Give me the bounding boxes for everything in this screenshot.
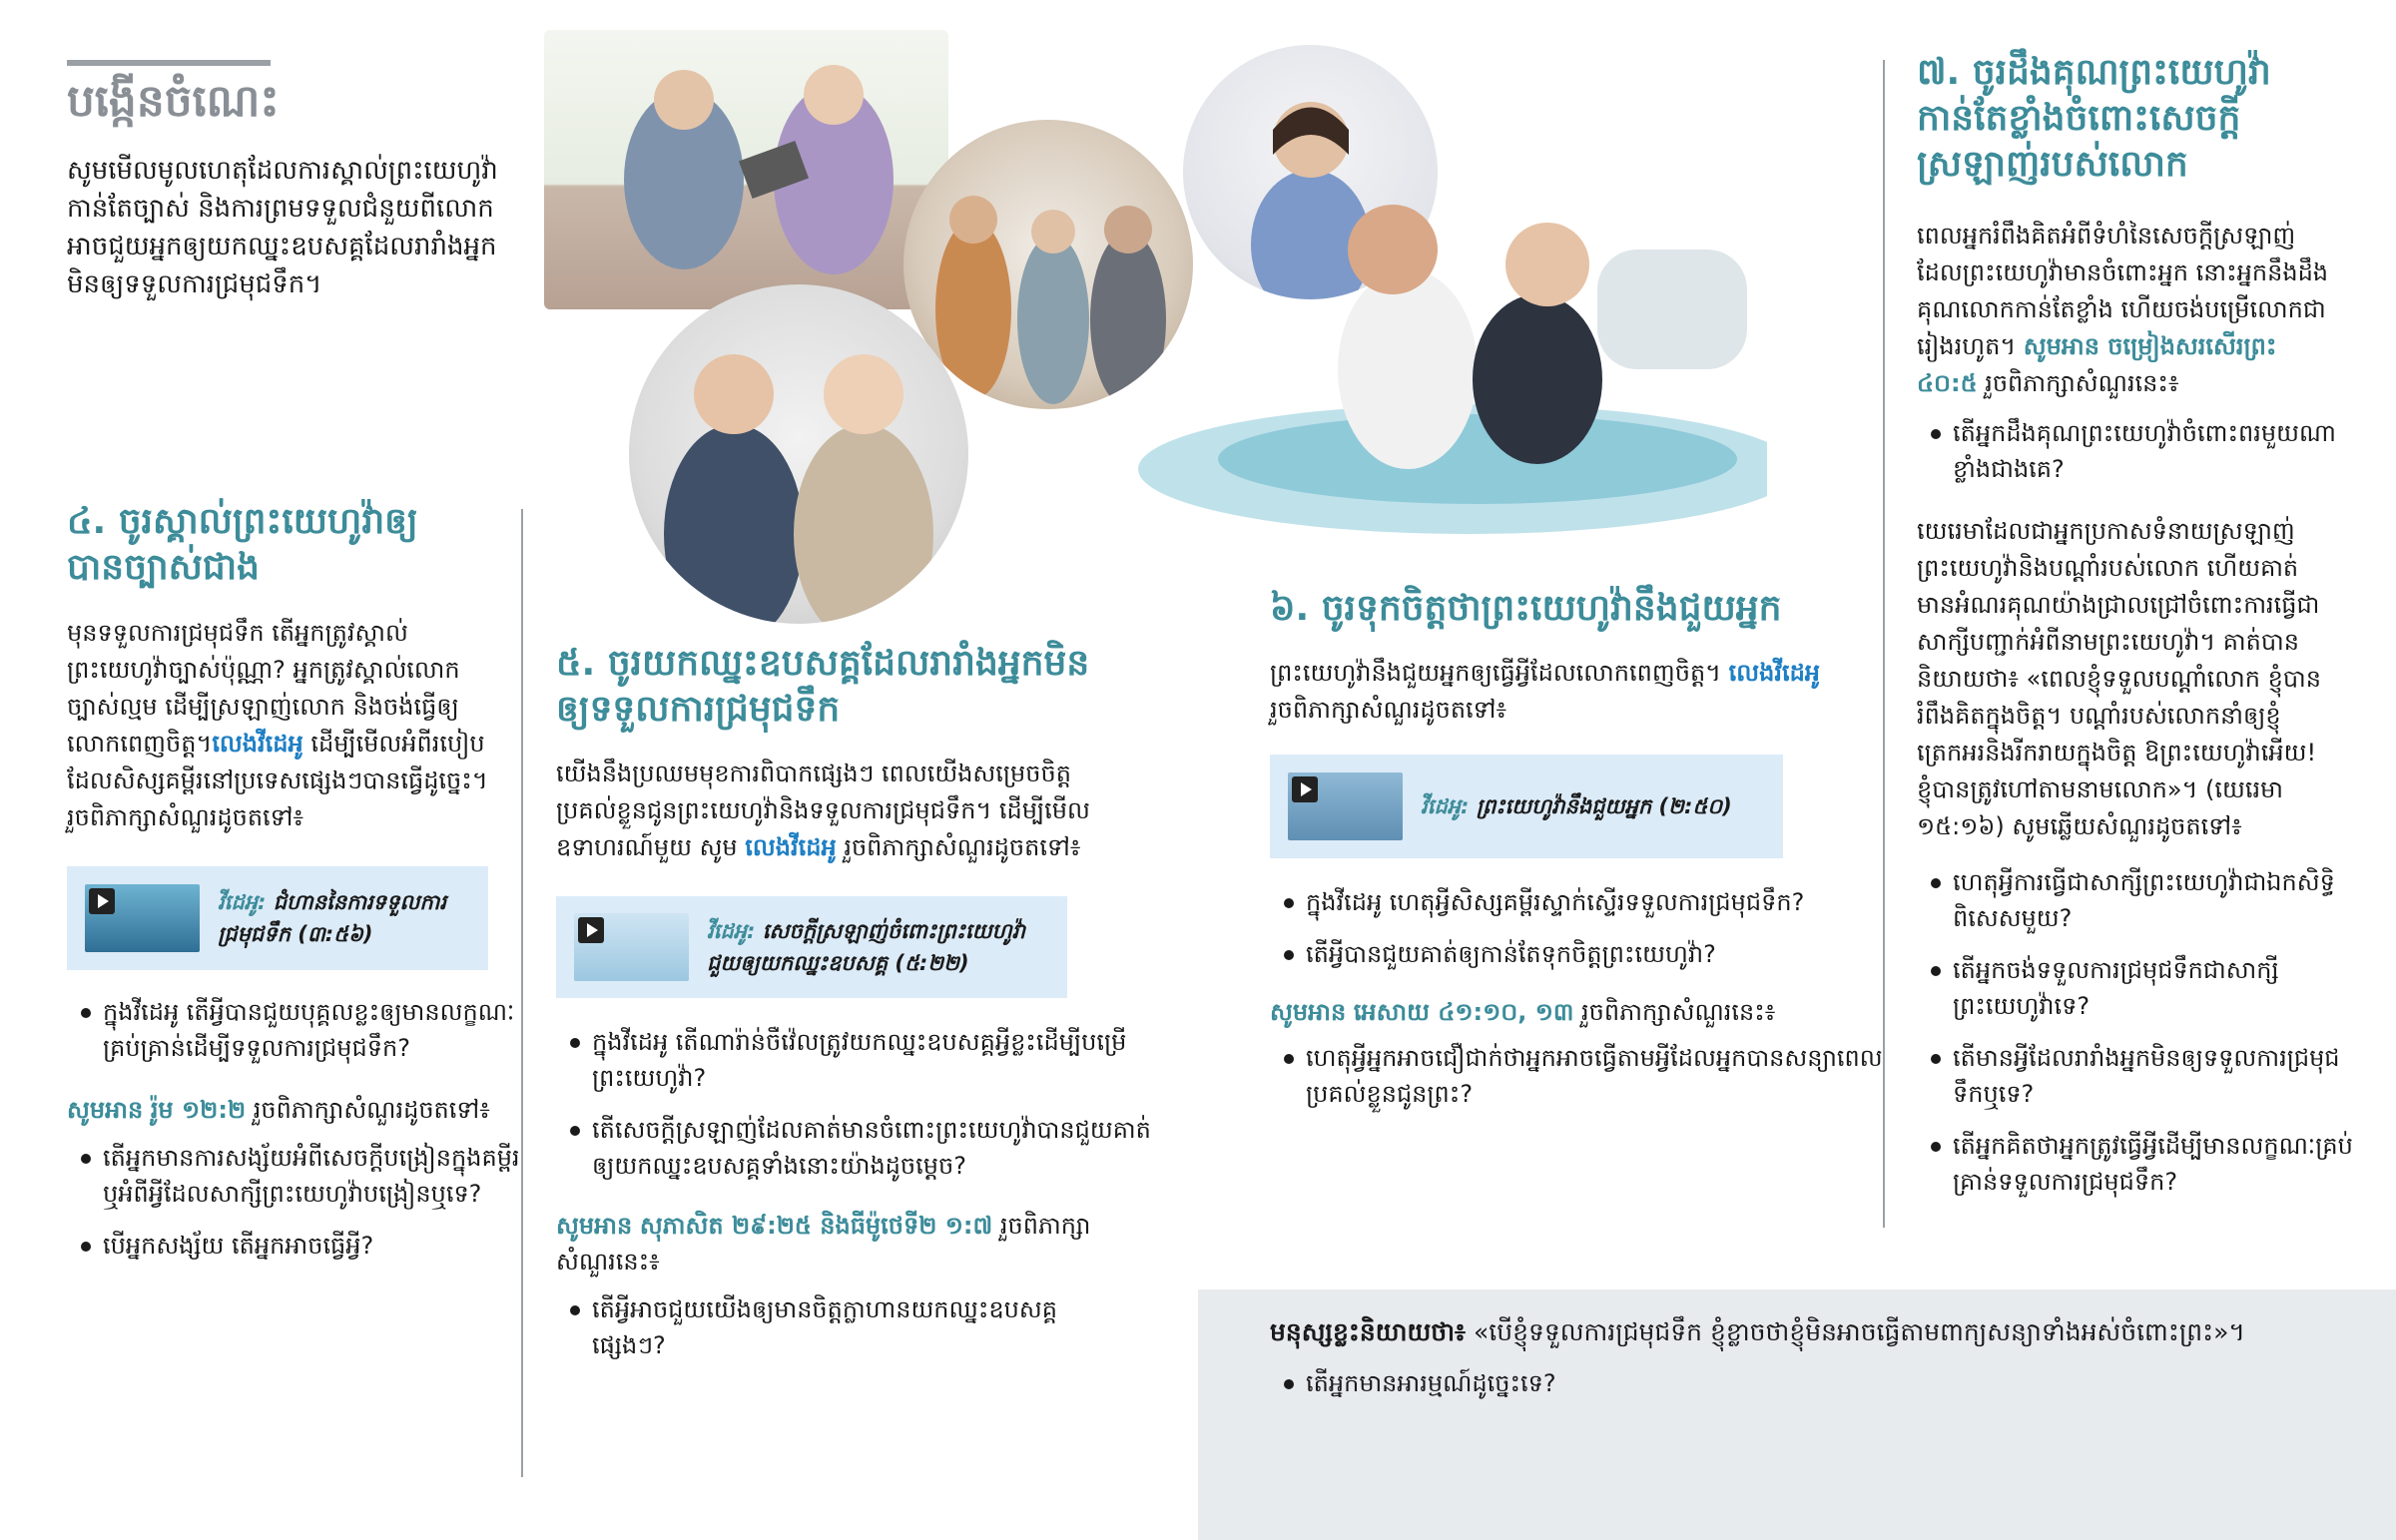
list-item: ក្នុងវីដេអូ តើអ្វីបានជួយបុគ្គលខ្លះឲ្យមានលក្ខណៈគ្រប់គ្រាន់ដើម្បីទទួលការជ្រមុជទឹក? [103,994,522,1066]
play-icon[interactable] [89,888,115,914]
section-4-heading: ៤. ចូរស្គាល់ព្រះយេហូវ៉ាឲ្យបានច្បាស់ជាង [67,501,418,588]
list-item: តើអ្វីបានជួយគាត់ឲ្យកាន់តែទុកចិត្តព្រះយេហូវ៉ា? [1306,936,1885,972]
section-4-questions-a [67,994,522,1082]
section-6-questions-b [1270,1040,1885,1128]
section-7-body: ពេលអ្នករំពឹងគិតអំពីទំហំនៃសេចក្ដីស្រឡាញ់ដែលព្រះយេហូវ៉ាមានចំពោះអ្នក នោះអ្នកនឹងដឹងគុណលោកកាន់តែខ្លាំង ហើយចង់បម្រើលោកជារៀងរហូត។ សូមអាន ចម្រៀងសរសើរព្រះ ៤០:៥ រួចពិភាក្សាសំណួរនេះ៖ [1917,222,2329,397]
some-say-questions [1270,1365,2304,1417]
illustration-bench-scene [544,30,948,309]
list-item: តើអ្នកចង់ទទួលការជ្រមុជទឹកជាសាក្សីព្រះយេហូវ៉ាទេ? [1953,952,2362,1024]
section-5-video-card[interactable] [556,896,1067,998]
list-item: តើអ្នកមានការសង្ស័យអំពីសេចក្ដីបង្រៀនក្នុងគម្ពីរ ឬអំពីអ្វីដែលសាក្សីព្រះយេហូវ៉ាបង្រៀនឬទេ? [103,1140,522,1212]
section-4-video-title: ជំហាននៃការទទួលការជ្រមុជទឹក (៣:៥៦) [218,890,446,946]
divider-left [521,509,523,1477]
section-7-scripture-link[interactable]: សូមអាន ចម្រៀងសរសើរព្រះ ៤០:៥ [1917,332,2277,397]
some-say-callout [1198,1289,2396,1540]
illustration-coworkers-circle [629,284,968,624]
section-5-scripture-link[interactable]: សុភាសិត ២៩:២៥ និងធីម៉ូថេទី២ ១:៧ [639,1212,993,1240]
intro-rule [67,60,271,66]
baptism-water-icon [1078,140,1767,539]
section-7-body-2: យេរេមាដែលជាអ្នកប្រកាសទំនាយស្រឡាញ់ព្រះយេហូវ៉ានិងបណ្ដាំរបស់លោក ហើយគាត់មានអំណរគុណយ៉ាងជ្រាលជ្រៅចំពោះការធ្វើជាសាក្សីបញ្ជាក់អំពីនាមព្រះយេហូវ៉ា។ គាត់បាននិយាយថា៖ «ពេលខ្ញុំទទួលបណ្ដាំលោក ខ្ញុំបានរំពឹងគិតក្នុងចិត្ត។ បណ្ដាំរបស់លោកនាំឲ្យខ្ញុំត្រេកអរនិងរីករាយក្នុងចិត្ត ឱព្រះយេហូវ៉ាអើយ! ខ្ញុំបានត្រូវហៅតាមនាមលោក»។ (យេរេមា ១៥:១៦) សូមឆ្លើយសំណួរដូចតទៅ៖ [1917,517,2321,840]
list-item: ក្នុងវីដេអូ តើណារ៉ាន់ចឺវ៉េលត្រូវយកឈ្នះឧបសគ្គអ្វីខ្លះដើម្បីបម្រើព្រះយេហូវ៉ា? [592,1024,1161,1096]
section-6-video-title: ព្រះយេហូវ៉ានឹងជួយអ្នក (២:៥០) [1476,794,1732,818]
section-6-body: ព្រះយេហូវ៉ានឹងជួយអ្នកឲ្យធ្វើអ្វីដែលលោកពេញចិត្ត។ លេងវីដេអូ រួចពិភាក្សាសំណួរដូចតទៅ៖ [1270,659,1821,724]
section-4-video-card[interactable] [67,866,488,970]
section-4-read: សូមអាន រ៉ូម ១២:២ រួចពិភាក្សាសំណួរដូចតទៅ៖ [67,1096,490,1124]
list-item: តើសេចក្ដីស្រឡាញ់ដែលគាត់មានចំពោះព្រះយេហូវ៉ាបានជួយគាត់ឲ្យយកឈ្នះឧបសគ្គទាំងនោះយ៉ាងដូចម្ដេច? [592,1112,1161,1184]
section-6-questions-a [1270,884,1885,988]
section-4-scripture-link[interactable]: រ៉ូម ១២:២ [150,1096,247,1124]
section-6-video-card[interactable] [1270,755,1783,858]
some-say-quote: «បើខ្ញុំទទួលការជ្រមុជទឹក ខ្ញុំខ្លាចថាខ្ញុំមិនអាចធ្វើតាមពាក្យសន្យាទាំងអស់ចំពោះព្រះ»។ [1466,1317,2245,1346]
list-item: តើអ្នកគិតថាអ្នកត្រូវធ្វើអ្វីដើម្បីមានលក្ខណៈគ្រប់គ្រាន់ទទួលការជ្រមុជទឹក? [1953,1128,2362,1200]
list-item: តើអ្នកដឹងគុណព្រះយេហូវ៉ាចំពោះពរមួយណាខ្លាំងជាងគេ? [1953,415,2362,487]
section-5-body: យើងនឹងប្រឈមមុខការពិបាកផ្សេងៗ ពេលយើងសម្រេចចិត្តប្រគល់ខ្លួនជូនព្រះយេហូវ៉ានិងទទួលការជ្រមុជទឹក។ ដើម្បីមើលឧទាហរណ៍មួយ សូម លេងវីដេអូ រួចពិភាក្សាសំណួរដូចតទៅ៖ [556,760,1090,861]
section-5-questions-b [556,1291,1121,1379]
section-4-video-label: វីដេអូ: [218,890,267,914]
section-4-video-thumbnail[interactable] [85,884,200,952]
section-5-play-video-link[interactable]: លេងវីដេអូ [745,833,837,861]
section-6-video-thumbnail[interactable] [1288,772,1403,840]
section-5-video-label: វីដេអូ: [707,919,756,943]
list-item: ហេតុអ្វីការធ្វើជាសាក្សីព្រះយេហូវ៉ាជាឯកសិទ្ធិពិសេសមួយ? [1953,864,2362,936]
bench-people-icon [544,30,948,309]
list-item: ក្នុងវីដេអូ ហេតុអ្វីសិស្សគម្ពីរស្ទាក់ស្ទើរទទួលការជ្រមុជទឹក? [1306,884,1885,920]
list-item: តើមានអ្វីដែលរារាំងអ្នកមិនឲ្យទទួលការជ្រមុជទឹកឬទេ? [1953,1040,2362,1112]
section-7-questions-b [1917,864,2362,1216]
play-icon[interactable] [1292,776,1318,802]
play-icon[interactable] [578,917,604,943]
divider-right [1883,60,1885,1228]
section-5-read: សូមអាន សុភាសិត ២៩:២៥ និងធីម៉ូថេទី២ ១:៧ រួចពិភាក្សាសំណួរនេះ៖ [556,1212,1091,1276]
intro-body: សូមមើលមូលហេតុដែលការស្គាល់ព្រះយេហូវ៉ាកាន់តែច្បាស់ និងការព្រមទទួលជំនួយពីលោក អាចជួយអ្នកឲ្យយកឈ្នះឧបសគ្គដែលរារាំងអ្នកមិនឲ្យទទួលការជ្រមុជទឹក។ [67,156,498,299]
section-4-body: មុនទទួលការជ្រមុជទឹក តើអ្នកត្រូវស្គាល់ព្រះយេហូវ៉ាច្បាស់ប៉ុណ្ណា? អ្នកត្រូវស្គាល់លោកច្បាស់ល្មម ដើម្បីស្រឡាញ់លោក និងចង់ធ្វើឲ្យលោកពេញចិត្ត។លេងវីដេអូ ដើម្បីមើលអំពីរបៀបដែលសិស្សគម្ពីរនៅប្រទេសផ្សេងៗបានធ្វើដូច្នេះ។ រួចពិភាក្សាសំណួរដូចតទៅ៖ [67,619,488,831]
section-6-read: សូមអាន អេសាយ ៤១:១០, ១៣ រួចពិភាក្សាសំណួរនេះ៖ [1270,998,1776,1026]
list-item: តើអ្នកមានអារម្មណ៍ដូច្នេះទេ? [1306,1365,2304,1401]
section-6-video-label: វីដេអូ: [1421,794,1470,818]
coworkers-icon [629,284,968,624]
list-item: បើអ្នកសង្ស័យ តើអ្នកអាចធ្វើអ្វី? [103,1228,522,1264]
section-5-video-thumbnail[interactable] [574,913,689,981]
some-say-label: មនុស្សខ្លះនិយាយថា៖ [1270,1317,1467,1346]
intro-title: បង្កើនចំណេះ [67,76,280,127]
section-5-questions-a [556,1024,1161,1200]
list-item: ហេតុអ្វីអ្នកអាចជឿជាក់ថាអ្នកអាចធ្វើតាមអ្វីដែលអ្នកបានសន្យាពេលប្រគល់ខ្លួនជូនព្រះ? [1306,1040,1885,1112]
section-5-heading: ៥. ចូរយកឈ្នះឧបសគ្គដែលរារាំងអ្នកមិនឲ្យទទួលការជ្រមុជទឹក [556,643,1090,730]
section-6-play-video-link[interactable]: លេងវីដេអូ [1728,659,1821,687]
section-5-video-title: សេចក្ដីស្រឡាញ់ចំពោះព្រះយេហូវ៉ាជួយឲ្យយកឈ្នះឧបសគ្គ (៥:២២) [707,919,1025,975]
section-7-heading: ៧. ចូរដឹងគុណព្រះយេហូវ៉ាកាន់តែខ្លាំងចំពោះសេចក្ដីស្រឡាញ់របស់លោក [1917,52,2271,185]
section-6-scripture-link[interactable]: អេសាយ ៤១:១០, ១៣ [1353,998,1574,1026]
list-item: តើអ្វីអាចជួយយើងឲ្យមានចិត្តក្លាហានយកឈ្នះឧបសគ្គផ្សេងៗ? [592,1291,1121,1363]
illustration-baptism-scene [1078,140,1767,539]
section-4-questions-b [67,1140,522,1280]
section-6-heading: ៦. ចូរទុកចិត្តថាព្រះយេហូវ៉ានឹងជួយអ្នក [1270,588,1782,629]
some-say-text [1270,1313,2368,1350]
section-7-questions-a [1917,415,2362,503]
section-4-play-video-link[interactable]: លេងវីដេអូ [212,730,303,758]
